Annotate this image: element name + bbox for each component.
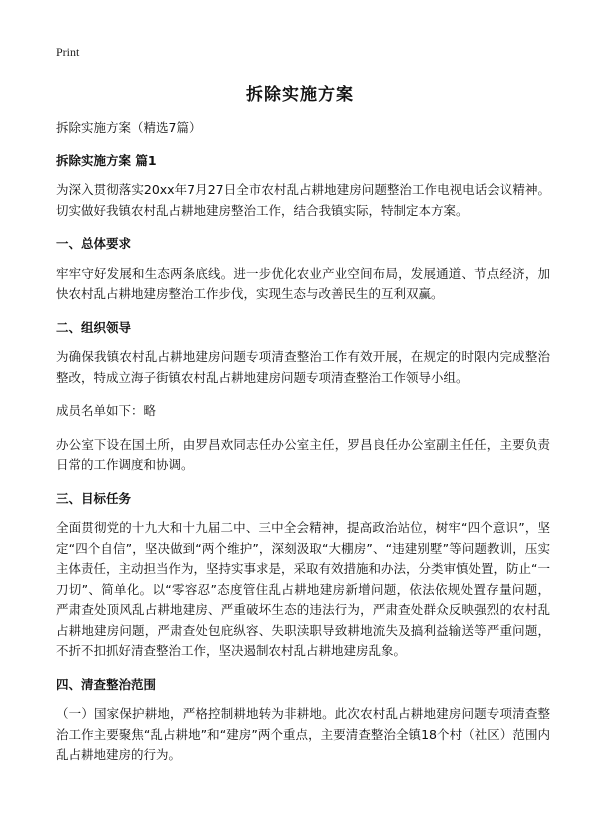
section-heading-general: 一、总体要求: [56, 236, 132, 251]
part-heading: 拆除实施方案 篇1: [56, 152, 157, 168]
section-paragraph-general: 牢牢守好发展和生态两条底线。进一步优化农业产业空间布局，发展通道、节点经济，加快农村乱占耕地建房整治工作步伐，实现生态与改善民生的互利双赢。: [56, 265, 550, 301]
section-paragraph-scope: （一）国家保护耕地，严格控制耕地转为非耕地。此次农村乱占耕地建房问题专项清查整治工作主要聚焦“乱占耕地”和“建房”两个重点，主要清查整治全镇18个村（社区）范围内乱占耕地建房的行为。: [56, 706, 550, 762]
document-subtitle: 拆除实施方案（精选7篇）: [56, 120, 202, 135]
intro-paragraph: 为深入贯彻落实20xx年7月27日全市农村乱占耕地建房问题整治工作电视电话会议精神。切实做好我镇农村乱占耕地建房整治工作，结合我镇实际，特制定本方案。: [56, 182, 550, 218]
section-heading-scope: 四、清查整治范围: [56, 676, 157, 692]
section-paragraph-leadership: 为确保我镇农村乱占耕地建房问题专项清查整治工作有效开展，在规定的时限内完成整治整改，特成立海子街镇农村乱占耕地建房问题专项清查整治工作领导小组。: [56, 349, 550, 385]
office-paragraph: 办公室下设在国土所，由罗昌欢同志任办公室主任，罗昌良任办公室副主任任，主要负责日常的工作调度和协调。: [56, 436, 550, 472]
section-heading-goals: 三、目标任务: [56, 490, 132, 506]
print-label: Print: [56, 45, 80, 59]
document-title: 拆除实施方案: [246, 85, 354, 105]
section-heading-leadership: 二、组织领导: [56, 319, 132, 335]
member-list-line: 成员名单如下：略: [56, 403, 157, 418]
section-paragraph-goals: 全面贯彻党的十九大和十九届二中、三中全会精神，提高政治站位，树牢“四个意识”，坚定“四个自信”，坚决做到“两个维护”，深刻汲取“大棚房”、“违建别墅”等问题教训，压实主体责任，主动担当作为，坚持实事求是，采取有效措施和办法，分类审慎处置，防止“一刀切”、简单化。以“零容忍”态度管住乱占耕地建房新增问题，依法依规处置存量问题，严肃查处顶风乱占耕地建房、严重破坏生态的违法行为，严肃查处群众反映强烈的农村乱占耕地建房问题，严肃查处包庇纵容、失职渎职导致耕地流失及搞利益输送等严重问题，不折不扣抓好清查整治工作，坚决遏制农村乱占耕地建房乱象。: [56, 520, 550, 658]
document-body: [56, 118, 550, 779]
